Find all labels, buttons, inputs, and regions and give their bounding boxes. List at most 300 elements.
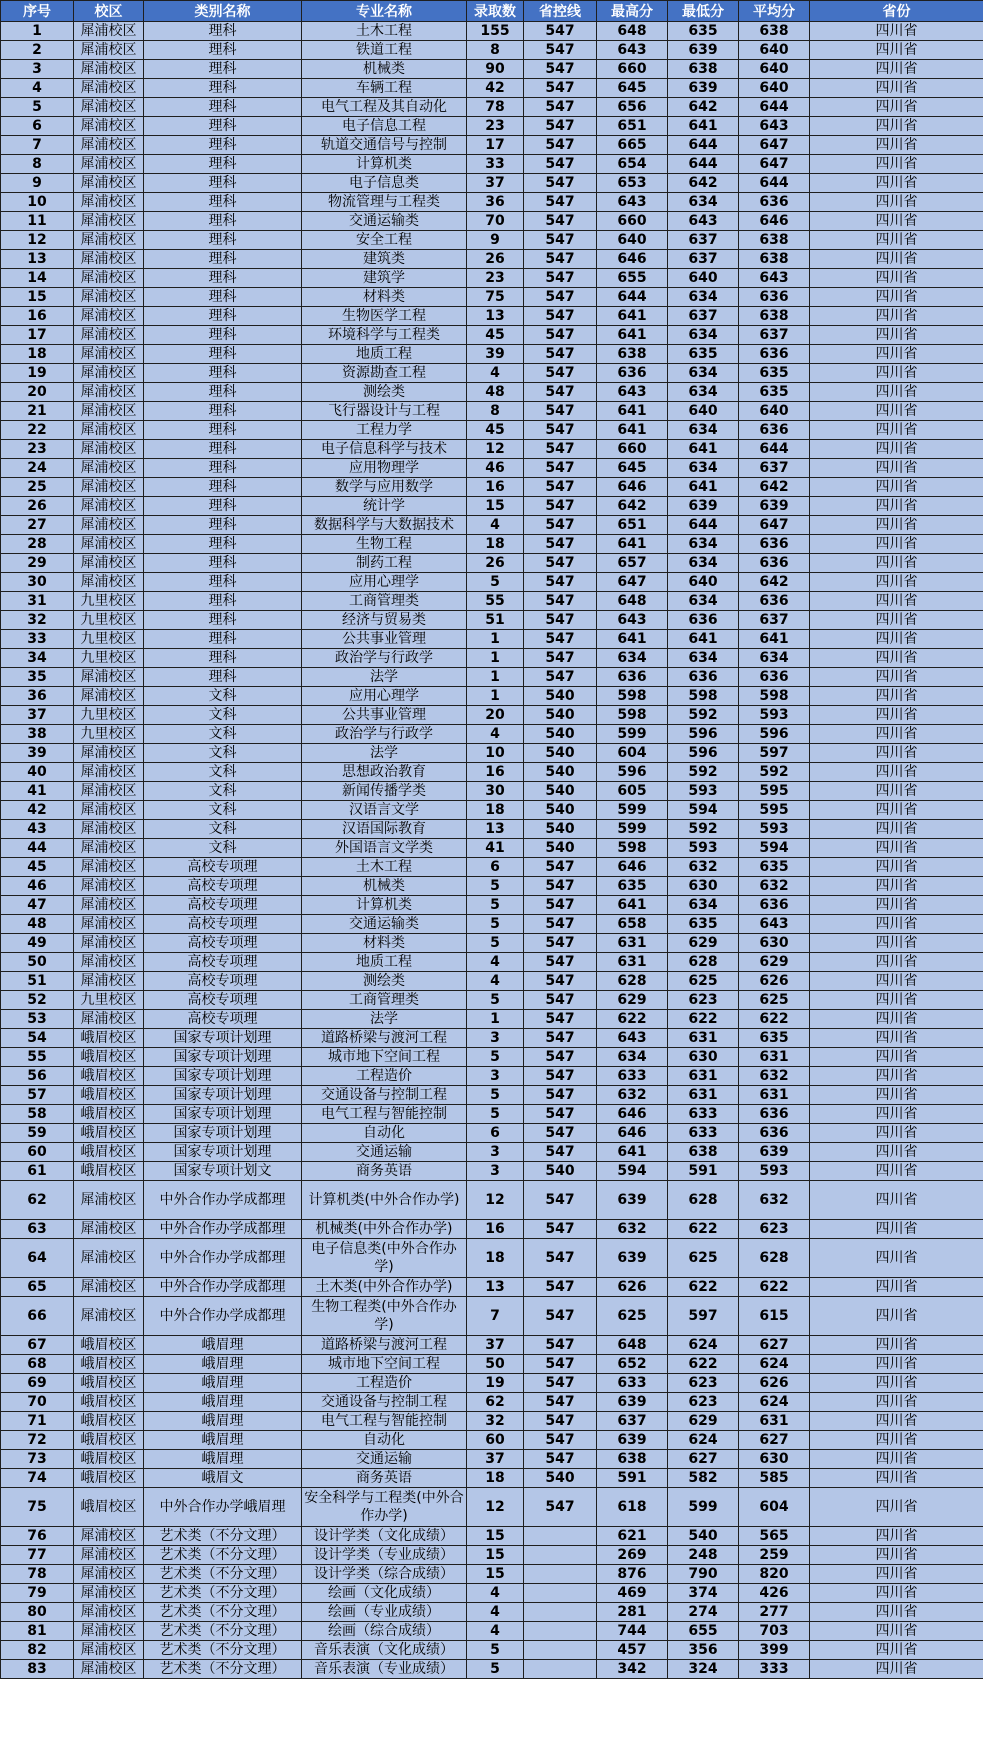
cell-control-line: 547 [524,1278,597,1297]
cell-max-score: 644 [597,288,668,307]
cell-category: 理科 [144,22,302,41]
cell-serial: 55 [1,1048,74,1067]
cell-province: 四川省 [810,1010,983,1029]
cell-major: 生物工程类(中外合作办学) [302,1297,467,1336]
cell-serial: 40 [1,763,74,782]
cell-admitted: 23 [467,269,524,288]
cell-control-line: 547 [524,136,597,155]
cell-serial: 73 [1,1450,74,1469]
cell-control-line: 540 [524,687,597,706]
table-row [1,1220,983,1239]
cell-serial: 57 [1,1086,74,1105]
cell-category: 理科 [144,98,302,117]
cell-min-score: 596 [668,725,739,744]
table-row [1,497,983,516]
cell-province: 四川省 [810,1469,983,1488]
cell-category: 艺术类（不分文理） [144,1527,302,1546]
cell-max-score: 665 [597,136,668,155]
cell-major: 自动化 [302,1124,467,1143]
cell-campus: 九里校区 [74,991,144,1010]
cell-serial: 78 [1,1565,74,1584]
cell-max-score: 635 [597,877,668,896]
cell-serial: 39 [1,744,74,763]
cell-province: 四川省 [810,1450,983,1469]
cell-serial: 33 [1,630,74,649]
cell-avg-score: 635 [739,858,810,877]
cell-campus: 犀浦校区 [74,98,144,117]
cell-admitted: 50 [467,1355,524,1374]
cell-campus: 犀浦校区 [74,1239,144,1278]
cell-category: 理科 [144,535,302,554]
cell-min-score: 633 [668,1105,739,1124]
cell-major: 商务英语 [302,1162,467,1181]
cell-major: 绘画（文化成绩） [302,1584,467,1603]
cell-major: 法学 [302,744,467,763]
cell-max-score: 598 [597,687,668,706]
cell-serial: 18 [1,345,74,364]
cell-control-line: 547 [524,649,597,668]
cell-serial: 12 [1,231,74,250]
cell-avg-score: 632 [739,877,810,896]
cell-admitted: 5 [467,1048,524,1067]
cell-control-line: 540 [524,801,597,820]
cell-serial: 51 [1,972,74,991]
cell-serial: 72 [1,1431,74,1450]
cell-min-score: 631 [668,1029,739,1048]
table-row [1,1469,983,1488]
cell-control-line: 547 [524,326,597,345]
cell-province: 四川省 [810,1393,983,1412]
cell-serial: 31 [1,592,74,611]
cell-admitted: 13 [467,307,524,326]
cell-admitted: 3 [467,1162,524,1181]
cell-admitted: 37 [467,174,524,193]
table-row [1,22,983,41]
cell-max-score: 653 [597,174,668,193]
cell-admitted: 1 [467,649,524,668]
cell-province: 四川省 [810,326,983,345]
cell-serial: 29 [1,554,74,573]
cell-min-score: 582 [668,1469,739,1488]
cell-admitted: 55 [467,592,524,611]
cell-max-score: 634 [597,649,668,668]
cell-admitted: 12 [467,1488,524,1527]
cell-admitted: 23 [467,117,524,136]
cell-major: 音乐表演（文化成绩） [302,1641,467,1660]
table-row [1,1641,983,1660]
table-row [1,1181,983,1220]
table-row [1,934,983,953]
cell-control-line: 547 [524,60,597,79]
cell-min-score: 631 [668,1086,739,1105]
cell-campus: 犀浦校区 [74,839,144,858]
cell-max-score: 622 [597,1010,668,1029]
cell-control-line: 547 [524,79,597,98]
cell-control-line: 547 [524,250,597,269]
cell-serial: 52 [1,991,74,1010]
column-header-campus: 校区 [74,1,144,22]
cell-category: 理科 [144,174,302,193]
cell-min-score: 636 [668,668,739,687]
cell-serial: 81 [1,1622,74,1641]
cell-province: 四川省 [810,212,983,231]
cell-campus: 犀浦校区 [74,364,144,383]
cell-major: 交通运输类 [302,212,467,231]
cell-max-score: 642 [597,497,668,516]
cell-avg-score: 637 [739,611,810,630]
cell-avg-score: 631 [739,1086,810,1105]
cell-admitted: 41 [467,839,524,858]
cell-max-score: 655 [597,269,668,288]
cell-min-score: 594 [668,801,739,820]
cell-major: 音乐表演（专业成绩） [302,1660,467,1679]
cell-min-score: 636 [668,611,739,630]
cell-category: 理科 [144,250,302,269]
cell-admitted: 18 [467,1239,524,1278]
cell-max-score: 641 [597,326,668,345]
cell-max-score: 631 [597,953,668,972]
cell-min-score: 629 [668,934,739,953]
cell-province: 四川省 [810,1336,983,1355]
cell-major: 工程力学 [302,421,467,440]
table-row [1,402,983,421]
cell-avg-score: 635 [739,1029,810,1048]
cell-campus: 峨眉校区 [74,1048,144,1067]
table-row [1,991,983,1010]
cell-min-score: 623 [668,991,739,1010]
cell-admitted: 4 [467,364,524,383]
cell-category: 文科 [144,820,302,839]
table-row [1,820,983,839]
cell-major: 材料类 [302,934,467,953]
table-row [1,1067,983,1086]
cell-campus: 犀浦校区 [74,22,144,41]
cell-campus: 峨眉校区 [74,1067,144,1086]
table-row [1,744,983,763]
cell-province: 四川省 [810,250,983,269]
cell-category: 高校专项理 [144,934,302,953]
cell-avg-score: 598 [739,687,810,706]
cell-avg-score: 595 [739,801,810,820]
cell-province: 四川省 [810,1488,983,1527]
cell-max-score: 641 [597,421,668,440]
cell-serial: 82 [1,1641,74,1660]
cell-major: 电子信息类(中外合作办学) [302,1239,467,1278]
cell-campus: 犀浦校区 [74,269,144,288]
cell-campus: 犀浦校区 [74,763,144,782]
table-row [1,782,983,801]
cell-campus: 峨眉校区 [74,1029,144,1048]
cell-category: 理科 [144,592,302,611]
cell-major: 城市地下空间工程 [302,1355,467,1374]
cell-category: 理科 [144,573,302,592]
cell-min-score: 630 [668,877,739,896]
cell-serial: 65 [1,1278,74,1297]
cell-avg-score: 643 [739,117,810,136]
cell-province: 四川省 [810,1584,983,1603]
cell-province: 四川省 [810,364,983,383]
cell-province: 四川省 [810,687,983,706]
cell-max-score: 599 [597,801,668,820]
cell-avg-score: 636 [739,1105,810,1124]
cell-control-line: 547 [524,592,597,611]
cell-admitted: 4 [467,1584,524,1603]
cell-province: 四川省 [810,345,983,364]
cell-avg-score: 597 [739,744,810,763]
cell-max-score: 648 [597,22,668,41]
cell-province: 四川省 [810,1105,983,1124]
cell-campus: 犀浦校区 [74,1622,144,1641]
cell-admitted: 45 [467,326,524,345]
cell-control-line: 547 [524,1181,597,1220]
cell-min-score: 640 [668,573,739,592]
cell-serial: 62 [1,1181,74,1220]
cell-category: 高校专项理 [144,915,302,934]
cell-admitted: 48 [467,383,524,402]
cell-campus: 犀浦校区 [74,288,144,307]
cell-province: 四川省 [810,725,983,744]
cell-control-line: 547 [524,1488,597,1527]
cell-serial: 50 [1,953,74,972]
cell-max-score: 641 [597,630,668,649]
cell-max-score: 632 [597,1220,668,1239]
cell-category: 国家专项计划理 [144,1143,302,1162]
cell-campus: 峨眉校区 [74,1393,144,1412]
table-row [1,839,983,858]
cell-control-line: 547 [524,991,597,1010]
cell-avg-score: 636 [739,1124,810,1143]
cell-min-score: 640 [668,269,739,288]
table-row [1,307,983,326]
cell-admitted: 30 [467,782,524,801]
cell-major: 新闻传播学类 [302,782,467,801]
cell-serial: 76 [1,1527,74,1546]
cell-campus: 峨眉校区 [74,1450,144,1469]
cell-major: 城市地下空间工程 [302,1048,467,1067]
table-row [1,1278,983,1297]
cell-serial: 4 [1,79,74,98]
cell-max-score: 643 [597,611,668,630]
cell-control-line: 540 [524,1469,597,1488]
cell-avg-score: 635 [739,364,810,383]
cell-major: 道路桥梁与渡河工程 [302,1336,467,1355]
column-header-min-score: 最低分 [668,1,739,22]
cell-min-score: 634 [668,554,739,573]
cell-serial: 54 [1,1029,74,1048]
cell-category: 艺术类（不分文理） [144,1565,302,1584]
cell-admitted: 5 [467,877,524,896]
cell-admitted: 4 [467,972,524,991]
cell-category: 中外合作办学峨眉理 [144,1488,302,1527]
cell-province: 四川省 [810,953,983,972]
cell-category: 文科 [144,763,302,782]
cell-min-score: 629 [668,1412,739,1431]
cell-avg-score: 638 [739,22,810,41]
cell-min-score: 632 [668,858,739,877]
cell-control-line: 547 [524,402,597,421]
cell-min-score: 655 [668,1622,739,1641]
cell-serial: 25 [1,478,74,497]
cell-control-line: 547 [524,478,597,497]
cell-campus: 犀浦校区 [74,250,144,269]
cell-control-line: 547 [524,1412,597,1431]
cell-avg-score: 277 [739,1603,810,1622]
table-row [1,649,983,668]
cell-max-score: 469 [597,1584,668,1603]
cell-campus: 犀浦校区 [74,41,144,60]
cell-major: 设计学类（文化成绩） [302,1527,467,1546]
cell-min-score: 623 [668,1393,739,1412]
cell-avg-score: 634 [739,649,810,668]
cell-province: 四川省 [810,1181,983,1220]
cell-serial: 17 [1,326,74,345]
cell-category: 峨眉文 [144,1469,302,1488]
cell-min-score: 598 [668,687,739,706]
cell-admitted: 16 [467,1220,524,1239]
cell-category: 高校专项理 [144,991,302,1010]
cell-campus: 犀浦校区 [74,174,144,193]
cell-avg-score: 259 [739,1546,810,1565]
cell-major: 铁道工程 [302,41,467,60]
cell-category: 艺术类（不分文理） [144,1641,302,1660]
cell-serial: 27 [1,516,74,535]
cell-campus: 九里校区 [74,592,144,611]
cell-major: 工程造价 [302,1374,467,1393]
cell-min-score: 641 [668,478,739,497]
cell-control-line [524,1622,597,1641]
cell-min-score: 637 [668,250,739,269]
cell-major: 建筑类 [302,250,467,269]
cell-province: 四川省 [810,1162,983,1181]
cell-campus: 犀浦校区 [74,1527,144,1546]
table-row [1,1374,983,1393]
cell-admitted: 16 [467,763,524,782]
cell-control-line: 547 [524,1431,597,1450]
cell-serial: 75 [1,1488,74,1527]
cell-avg-score: 638 [739,231,810,250]
cell-campus: 犀浦校区 [74,1181,144,1220]
cell-province: 四川省 [810,402,983,421]
cell-avg-score: 594 [739,839,810,858]
cell-campus: 犀浦校区 [74,687,144,706]
cell-max-score: 660 [597,212,668,231]
cell-category: 国家专项计划理 [144,1029,302,1048]
cell-min-score: 634 [668,592,739,611]
cell-campus: 犀浦校区 [74,478,144,497]
cell-category: 理科 [144,326,302,345]
table-row [1,364,983,383]
cell-min-score: 624 [668,1431,739,1450]
cell-category: 理科 [144,193,302,212]
table-row [1,896,983,915]
cell-admitted: 7 [467,1297,524,1336]
cell-admitted: 60 [467,1431,524,1450]
cell-admitted: 3 [467,1029,524,1048]
cell-major: 绘画（专业成绩） [302,1603,467,1622]
cell-avg-score: 647 [739,136,810,155]
cell-category: 理科 [144,288,302,307]
cell-max-score: 591 [597,1469,668,1488]
cell-min-score: 592 [668,706,739,725]
table-row [1,1546,983,1565]
table-row [1,478,983,497]
cell-min-score: 634 [668,535,739,554]
cell-major: 汉语言文学 [302,801,467,820]
cell-control-line [524,1527,597,1546]
cell-control-line: 547 [524,459,597,478]
cell-min-score: 637 [668,307,739,326]
cell-province: 四川省 [810,497,983,516]
cell-campus: 犀浦校区 [74,1010,144,1029]
table-row [1,1431,983,1450]
cell-province: 四川省 [810,459,983,478]
cell-province: 四川省 [810,269,983,288]
cell-province: 四川省 [810,1660,983,1679]
cell-category: 高校专项理 [144,877,302,896]
cell-major: 数学与应用数学 [302,478,467,497]
cell-province: 四川省 [810,611,983,630]
table-row [1,573,983,592]
cell-campus: 犀浦校区 [74,877,144,896]
cell-admitted: 5 [467,991,524,1010]
cell-major: 地质工程 [302,953,467,972]
table-row [1,763,983,782]
cell-province: 四川省 [810,478,983,497]
table-row [1,193,983,212]
cell-control-line [524,1546,597,1565]
cell-avg-score: 638 [739,250,810,269]
cell-admitted: 26 [467,250,524,269]
cell-max-score: 628 [597,972,668,991]
table-row [1,1336,983,1355]
cell-major: 公共事业管理 [302,630,467,649]
cell-avg-score: 604 [739,1488,810,1527]
cell-admitted: 6 [467,858,524,877]
cell-min-score: 592 [668,763,739,782]
cell-avg-score: 643 [739,915,810,934]
cell-serial: 64 [1,1239,74,1278]
cell-max-score: 637 [597,1412,668,1431]
cell-serial: 45 [1,858,74,877]
table-row [1,877,983,896]
table-row [1,1622,983,1641]
cell-max-score: 625 [597,1297,668,1336]
cell-category: 理科 [144,421,302,440]
cell-major: 安全工程 [302,231,467,250]
cell-category: 峨眉理 [144,1412,302,1431]
cell-category: 峨眉理 [144,1393,302,1412]
cell-campus: 犀浦校区 [74,383,144,402]
cell-major: 机械类 [302,60,467,79]
cell-campus: 犀浦校区 [74,231,144,250]
cell-campus: 九里校区 [74,649,144,668]
cell-max-score: 660 [597,60,668,79]
cell-major: 政治学与行政学 [302,725,467,744]
cell-major: 公共事业管理 [302,706,467,725]
cell-category: 国家专项计划理 [144,1086,302,1105]
cell-max-score: 648 [597,1336,668,1355]
cell-min-score: 274 [668,1603,739,1622]
cell-serial: 16 [1,307,74,326]
cell-province: 四川省 [810,1565,983,1584]
cell-min-score: 634 [668,649,739,668]
cell-category: 中外合作办学成都理 [144,1297,302,1336]
cell-major: 汉语国际教育 [302,820,467,839]
cell-control-line: 547 [524,364,597,383]
cell-major: 法学 [302,1010,467,1029]
cell-major: 电气工程与智能控制 [302,1105,467,1124]
cell-serial: 60 [1,1143,74,1162]
